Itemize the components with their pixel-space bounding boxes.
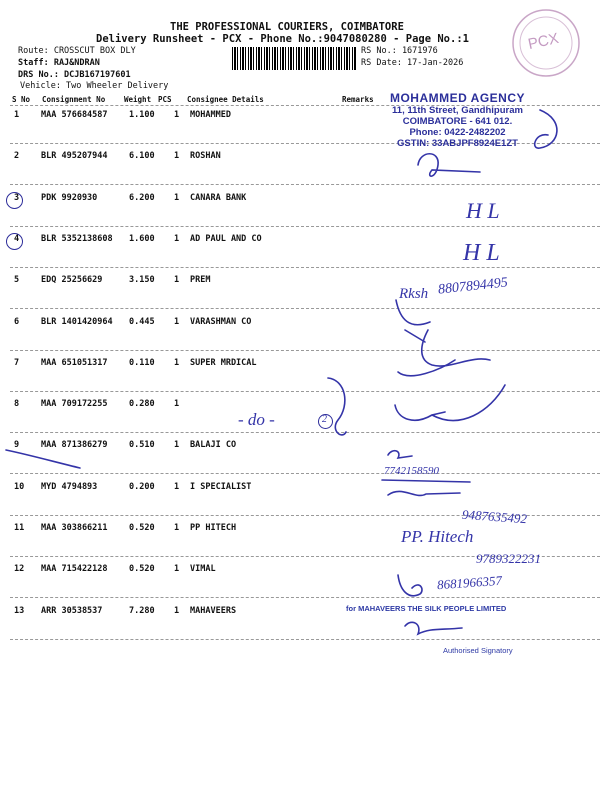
row8-signature bbox=[395, 385, 505, 420]
row-consignment-no: BLR 5352138608 bbox=[41, 233, 113, 244]
row-weight: 0.510 bbox=[129, 440, 155, 451]
row-weight: 1.600 bbox=[129, 233, 155, 244]
row-consignee: CANARA BANK bbox=[190, 192, 247, 203]
row-weight: 3.150 bbox=[129, 275, 155, 286]
row5-handwriting-phone: 8807894495 bbox=[437, 275, 509, 298]
row-consignment-no: EDQ 25256629 bbox=[41, 275, 103, 286]
row-sno: 4 bbox=[14, 233, 20, 244]
mahaveers-stamp: for MAHAVEERS THE SILK PEOPLE LIMITED bbox=[346, 604, 507, 613]
row-sno: 6 bbox=[14, 316, 20, 327]
runsheet-subtitle: Delivery Runsheet - PCX - Phone No.:9047080280 - Page No.:1 bbox=[96, 33, 469, 45]
rs-number: RS No.: 1671976 bbox=[361, 46, 438, 56]
col-header-consignment: Consignment No bbox=[42, 95, 106, 104]
rs-date: RS Date: 17-Jan-2026 bbox=[361, 58, 464, 68]
row-sno: 5 bbox=[14, 275, 20, 286]
row-pcs: 1 bbox=[174, 110, 180, 120]
row11-handwriting: PP. Hitech bbox=[401, 527, 474, 546]
drs-label: DRS No.: DCJB167197601 bbox=[18, 70, 131, 80]
row-weight: 0.110 bbox=[129, 357, 155, 368]
staff-label: Staff: RAJ&NDRAN bbox=[18, 58, 100, 68]
row-consignment-no: MAA 715422128 bbox=[41, 564, 108, 575]
row2-signature bbox=[418, 154, 480, 176]
row-weight: 0.520 bbox=[129, 564, 155, 575]
row-weight: 0.280 bbox=[129, 399, 155, 410]
row-weight: 6.200 bbox=[129, 192, 155, 203]
row-consignee: I SPECIALIST bbox=[190, 481, 252, 492]
row-consignment-no: MAA 303866211 bbox=[41, 523, 108, 533]
row-consignment-no: BLR 1401420964 bbox=[41, 316, 113, 327]
col-header-sno: S No bbox=[12, 95, 31, 104]
row-consignee: MOHAMMED bbox=[190, 110, 231, 120]
row12-signature bbox=[398, 575, 422, 596]
col-header-remarks: Remarks bbox=[342, 95, 374, 104]
row-sno: 3 bbox=[14, 192, 20, 203]
row-sno: 10 bbox=[14, 481, 25, 492]
row-consignment-no: ARR 30538537 bbox=[41, 605, 103, 616]
row-pcs: 1 bbox=[174, 523, 180, 533]
row-consignee: AD PAUL AND CO bbox=[190, 233, 262, 244]
row9-margin-stroke bbox=[6, 450, 80, 468]
row-sno: 12 bbox=[14, 564, 25, 575]
row-sno: 2 bbox=[14, 151, 20, 162]
col-header-weight: Weight bbox=[124, 95, 152, 104]
agency-stamp-name: MOHAMMED AGENCY bbox=[389, 91, 526, 105]
row10-handwriting-phone: 9487635492 bbox=[461, 506, 528, 527]
row-pcs: 1 bbox=[174, 233, 180, 244]
row-sno: 1 bbox=[14, 110, 20, 120]
row-weight: 0.445 bbox=[129, 316, 155, 327]
row-pcs: 1 bbox=[174, 357, 180, 368]
row-consignee: BALAJI CO bbox=[190, 440, 237, 451]
row1-signature bbox=[535, 110, 557, 148]
row-consignment-no: PDK 9920930 bbox=[41, 192, 98, 203]
row8-circled-number: 2 bbox=[322, 414, 327, 425]
mahaveers-signature bbox=[405, 622, 462, 634]
agency-stamp-address: 11, 11th Street, Gandhipuram bbox=[392, 104, 523, 116]
row6-signature bbox=[422, 330, 490, 366]
row9-handwriting-phone: 7742158590 bbox=[384, 465, 439, 477]
row-consignee: PP HITECH bbox=[190, 523, 237, 533]
row-sno: 11 bbox=[14, 523, 25, 533]
row3-handwriting: H L bbox=[466, 198, 500, 223]
row-consignee: SUPER MRDICAL bbox=[190, 357, 257, 368]
row-weight: 0.520 bbox=[129, 523, 155, 533]
row-pcs: 1 bbox=[174, 481, 180, 492]
row-sno: 8 bbox=[14, 399, 20, 410]
row-sno: 9 bbox=[14, 440, 20, 451]
row-consignee: ROSHAN bbox=[190, 151, 221, 162]
row-consignee: MAHAVEERS bbox=[190, 605, 237, 616]
row-pcs: 1 bbox=[174, 399, 180, 410]
row5-handwriting-name: Rksh bbox=[399, 286, 429, 302]
row-weight: 0.200 bbox=[129, 481, 155, 492]
row-pcs: 1 bbox=[174, 564, 180, 575]
row-consignee: PREM bbox=[190, 275, 211, 286]
col-header-consignee: Consignee Details bbox=[187, 95, 264, 104]
row4-handwriting: H L bbox=[463, 240, 500, 266]
row7-bracket bbox=[328, 378, 346, 435]
row-pcs: 1 bbox=[174, 440, 180, 451]
row-consignment-no: MAA 709172255 bbox=[41, 399, 108, 410]
agency-stamp-city: COIMBATORE - 641 012. bbox=[402, 115, 513, 127]
row-pcs: 1 bbox=[174, 316, 180, 327]
row-consignment-no: MAA 576684587 bbox=[41, 110, 108, 120]
row-weight: 6.100 bbox=[129, 151, 155, 162]
row-consignment-no: MYD 4794893 bbox=[41, 481, 98, 492]
row-consignment-no: MAA 871386279 bbox=[41, 440, 108, 451]
row-consignment-no: MAA 651051317 bbox=[41, 357, 108, 368]
row-pcs: 1 bbox=[174, 151, 180, 162]
vehicle-label: Vehicle: Two Wheeler Delivery bbox=[20, 81, 169, 91]
row-pcs: 1 bbox=[174, 275, 180, 286]
row10-signature bbox=[388, 491, 460, 495]
route-label: Route: CROSSCUT BOX DLY bbox=[18, 46, 136, 56]
agency-stamp-gstin: GSTIN: 33ABJPF8924E1ZT bbox=[397, 137, 518, 149]
col-header-pcs: PCS bbox=[158, 95, 172, 104]
row-sno: 7 bbox=[14, 357, 20, 368]
row-consignment-no: BLR 495207944 bbox=[41, 151, 108, 162]
agency-stamp-phone: Phone: 0422-2482202 bbox=[409, 126, 506, 138]
row12-handwriting-phone: 8681966357 bbox=[436, 572, 503, 593]
row9-signature bbox=[388, 451, 412, 458]
row-weight: 1.100 bbox=[129, 110, 155, 120]
row-consignee: VARASHMAN CO bbox=[190, 316, 252, 327]
company-title: THE PROFESSIONAL COURIERS, COIMBATORE bbox=[170, 21, 404, 33]
corner-stamp-text: PCX bbox=[526, 29, 561, 54]
row8-handwriting: - do - bbox=[238, 410, 275, 429]
row-consignee: VIMAL bbox=[190, 564, 216, 575]
row-pcs: 1 bbox=[174, 605, 180, 616]
row-pcs: 1 bbox=[174, 192, 180, 203]
authorised-signatory: Authorised Signatory bbox=[443, 646, 513, 655]
row-weight: 7.280 bbox=[129, 605, 155, 616]
row11-handwriting-phone: 9789322231 bbox=[476, 551, 541, 566]
row9-underline bbox=[382, 480, 470, 482]
row-sno: 13 bbox=[14, 605, 25, 616]
